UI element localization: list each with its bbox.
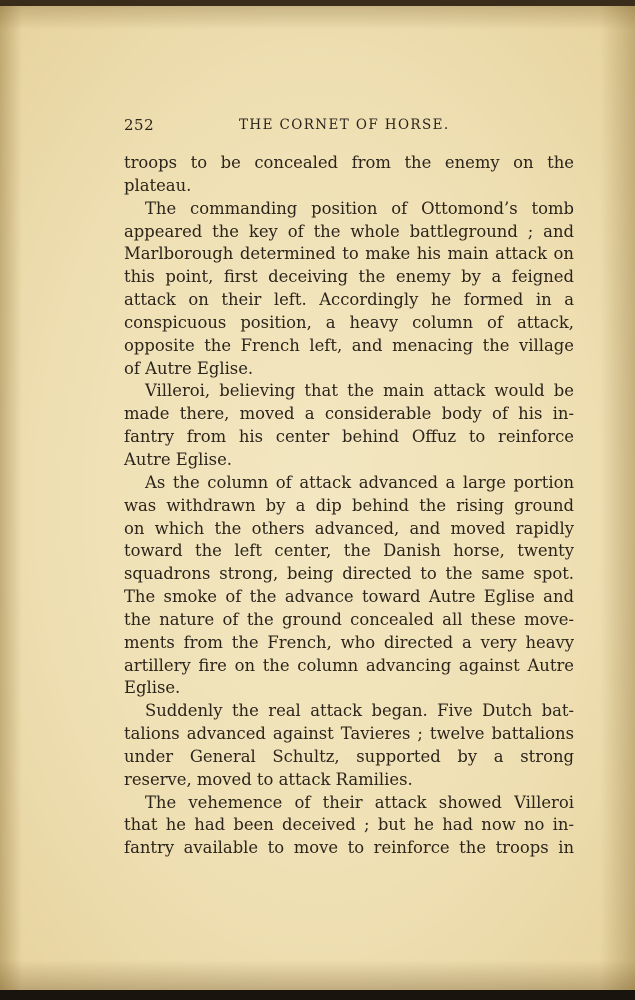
text-line: plateau. (124, 175, 192, 195)
text-line: that he had been deceived ; but he had now no in- (124, 815, 574, 835)
text-line: conspicuous position, a heavy column of attack, (124, 312, 574, 332)
text-line: toward the left center, the Danish horse, twenty (124, 541, 574, 561)
page-bottom-edge (0, 990, 635, 1000)
text-line: ments from the French, who directed a very heavy (124, 632, 574, 652)
page-number: 252 (124, 116, 155, 134)
body-text (124, 152, 574, 860)
text-line: Eglise. (124, 678, 181, 698)
text-line: appeared the key of the whole battleground ; and (124, 221, 574, 241)
page-top-edge (0, 0, 635, 6)
text-line: squadrons strong, being directed to the same spot. (124, 564, 574, 584)
text-line: the nature of the ground concealed all these move- (124, 609, 574, 629)
text-line: under General Schultz, supported by a strong (124, 746, 574, 766)
text-line: reserve, moved to attack Ramilies. (124, 769, 413, 789)
page-header (124, 116, 572, 138)
text-line: attack on their left. Accordingly he formed in a (124, 290, 574, 310)
text-line: Autre Eglise. (124, 449, 232, 469)
text-line: opposite the French left, and menacing the village (124, 335, 574, 355)
text-line: The vehemence of their attack showed Villeroi (145, 792, 574, 812)
text-line: The smoke of the advance toward Autre Eglise and (124, 587, 574, 607)
running-head: THE CORNET OF HORSE. (239, 117, 450, 133)
text-line: Marlborough determined to make his main attack on (124, 244, 574, 264)
text-line: made there, moved a considerable body of his in- (124, 404, 574, 424)
text-line: this point, first deceiving the enemy by a feigned (124, 267, 574, 287)
text-line: fantry from his center behind Offuz to reinforce (124, 427, 574, 447)
text-line: fantry available to move to reinforce the troops in (124, 838, 574, 858)
text-line: on which the others advanced, and moved rapidly (124, 518, 574, 538)
text-line: Suddenly the real attack began. Five Dutch bat- (145, 701, 574, 721)
text-line: The commanding position of Ottomond’s tomb (145, 198, 574, 218)
text-line: was withdrawn by a dip behind the rising ground (124, 495, 574, 515)
text-line: Villeroi, believing that the main attack would be (145, 381, 574, 401)
text-line: talions advanced against Tavieres ; twelve battalions (124, 724, 574, 744)
text-line: As the column of attack advanced a large portion (145, 472, 574, 492)
text-line: of Autre Eglise. (124, 358, 254, 378)
text-line: troops to be concealed from the enemy on the (124, 153, 574, 172)
text-line: artillery fire on the column advancing against Autre (124, 655, 574, 675)
